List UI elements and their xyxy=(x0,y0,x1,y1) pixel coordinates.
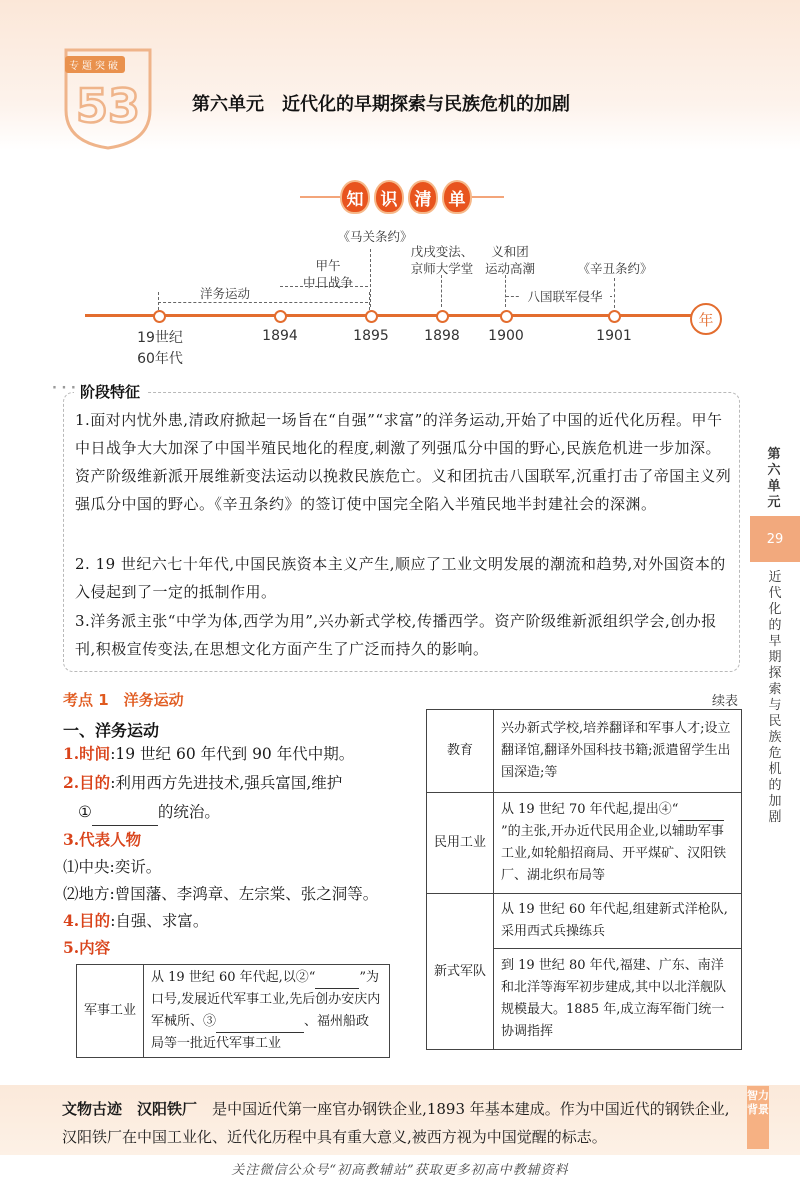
fill-blank[interactable] xyxy=(216,1032,304,1033)
table-head-cell: 军事工业 xyxy=(77,965,144,1058)
table-cell xyxy=(494,793,742,894)
people-central: ⑴中央:奕䜣。 xyxy=(63,858,162,876)
tick-label: 1900 xyxy=(488,328,524,344)
footer-note: 关注微信公众号“初高教辅站”获取更多初高中教辅资料 xyxy=(231,1163,569,1178)
logo-number: 53 xyxy=(75,79,141,133)
tick-label: 1895 xyxy=(353,328,389,344)
table-row xyxy=(427,710,742,793)
content-label: 5.内容 xyxy=(63,938,111,957)
timeline-year-end: 年 xyxy=(690,303,722,335)
table-cell: 从 19 世纪 60 年代起,组建新式洋枪队,采用西式兵操练兵 xyxy=(494,894,742,949)
event-xinchou: 《辛丑条约》 xyxy=(577,261,653,276)
event-maguan: 《马关条约》 xyxy=(337,229,413,244)
timeline-node xyxy=(500,310,513,323)
side-chapter-label: 近代化的早期探索与民族危机的加剧 xyxy=(768,570,782,825)
time-line xyxy=(63,740,354,768)
goal-line-2 xyxy=(78,798,220,826)
section-title: 一、洋务运动 xyxy=(63,721,160,740)
banner-char: 单 xyxy=(442,180,472,214)
military-industry-table xyxy=(76,964,390,1058)
cell-text: ”为口号,发展近代军事工业,先后创办安庆内军械所、③ xyxy=(151,970,381,1029)
banner-char: 知 xyxy=(340,180,370,214)
exam-point-title: 考点 1 洋务运动 xyxy=(63,691,184,709)
table-cell xyxy=(144,965,390,1058)
timeline-node xyxy=(608,310,621,323)
event-pointer xyxy=(614,278,615,308)
aim-line xyxy=(63,907,208,935)
cell-text: 、福州船政局等一批近代军事工业 xyxy=(151,1014,370,1051)
goal-text: :利用西方先进技术,强兵富国,维护 xyxy=(110,774,343,792)
timeline-axis xyxy=(85,314,693,317)
tick-label: 1898 xyxy=(424,328,460,344)
time-text: :19 世纪 60 年代到 90 年代中期。 xyxy=(110,745,355,763)
tick-label: 1894 xyxy=(262,328,298,344)
table-row xyxy=(77,965,390,1058)
stage-item: 1.面对内忧外患,清政府掀起一场旨在“自强”“求富”的洋务运动,开始了中国的近代化历程。甲午中日战争大大加深了中国半殖民地化的程度,刺激了列强瓜分中国的野心,民族危机进一步加深。资产阶级维新派开展维新变法运动以挽救民族危亡。义和团抗击八国联军,沉重打击了帝国主义列强瓜分中国的野心。《辛丑条约》的签订使中国完全陷入半殖民地半封建社会的深渊。 xyxy=(75,411,732,513)
relic-side-tag: 智力背景 xyxy=(747,1086,769,1149)
relic-label: 文物古迹 xyxy=(62,1100,123,1118)
table-cell: 到 19 世纪 80 年代,福建、广东、南洋和北洋等海军初步建成,其中以北洋舰队规模最大。1885 年,成立海军衙门统一协调指挥 xyxy=(494,949,742,1050)
event-wuxu: 戊戌变法、 京师大学堂 xyxy=(410,244,474,276)
table-row xyxy=(427,793,742,894)
fill-blank[interactable] xyxy=(315,988,359,989)
fill-blank[interactable] xyxy=(678,820,724,821)
timeline-node xyxy=(153,310,166,323)
knowledge-list-banner xyxy=(340,180,472,214)
table-head-cell: 新式军队 xyxy=(427,894,494,1050)
table-head-cell: 教育 xyxy=(427,710,494,793)
cultural-relic-text xyxy=(62,1095,742,1151)
tick-label: 19世纪 60年代 xyxy=(137,330,183,367)
cell-text: 从 19 世纪 60 年代起,以②“ xyxy=(151,970,316,985)
continued-table xyxy=(426,709,742,1050)
stage-features-title: · · · 阶段特征 xyxy=(74,381,146,402)
timeline-node xyxy=(436,310,449,323)
stage-item: 2. 19 世纪六七十年代,中国民族资本主义产生,顺应了工业文明发展的潮流和趋势,对外国资本的入侵起到了一定的抵制作用。 xyxy=(75,555,726,601)
time-label: 1.时间 xyxy=(63,744,111,763)
event-pointer xyxy=(370,249,371,307)
event-yangwu: 洋务运动 xyxy=(185,285,265,302)
aim-label: 4.目的 xyxy=(63,911,111,930)
timeline-node xyxy=(274,310,287,323)
table-row xyxy=(427,894,742,949)
cell-text: 从 19 世纪 70 年代起,提出④“ xyxy=(501,802,679,817)
cell-text: ”的主张,开办近代民用企业,以辅助军事工业,如轮船招商局、开平煤矿、汉阳铁厂、湖北织布局等 xyxy=(501,824,727,883)
banner-char: 清 xyxy=(408,180,438,214)
event-baguo: 八国联军侵华 xyxy=(520,288,610,305)
table-head-cell: 民用工业 xyxy=(427,793,494,894)
relic-name: 汉阳铁厂 xyxy=(137,1100,198,1118)
tick-label: 1901 xyxy=(596,328,632,344)
people-local: ⑵地方:曾国藩、李鸿章、左宗棠、张之洞等。 xyxy=(63,885,379,903)
stage-item: 3.洋务派主张“中学为体,西学为用”,兴办新式学校,传播西学。资产阶级维新派组织学会,创办报刊,积极宣传变法,在思想文化方面产生了广泛而持久的影响。 xyxy=(75,612,717,658)
event-pointer xyxy=(505,275,506,307)
people-label: 3.代表人物 xyxy=(63,830,142,849)
aim-text: :自强、求富。 xyxy=(110,912,209,930)
event-pointer xyxy=(441,275,442,307)
goal-line xyxy=(63,769,342,797)
range-tick xyxy=(158,292,159,310)
table-cell: 兴办新式学校,培养翻译和军事人才;设立翻译馆,翻译外国科技书籍;派遣留学生出国深造;等 xyxy=(494,710,742,793)
range-line-yangwu xyxy=(158,302,368,303)
series-tag: 专题突破 xyxy=(65,56,125,73)
continued-table-label: 续表 xyxy=(712,694,739,709)
banner-char: 识 xyxy=(374,180,404,214)
page-number: 29 xyxy=(750,516,800,562)
relic-body: 是中国近代第一座官办钢铁企业,1893 年基本建成。作为中国近代的钢铁企业,汉阳铁厂在中国工业化、近代化历程中具有重大意义,被西方视为中国觉醒的标志。 xyxy=(62,1100,730,1146)
blank-number: ① xyxy=(78,803,92,821)
page-title: 第六单元 近代化的早期探索与民族危机的加剧 xyxy=(192,94,570,115)
side-unit-label: 第六单元 xyxy=(767,447,781,510)
goal-tail: 的统治。 xyxy=(157,803,220,821)
timeline-node xyxy=(365,310,378,323)
event-jiawu: 甲午 中日战争 xyxy=(302,258,353,290)
goal-label: 2.目的 xyxy=(63,773,111,792)
banner-line-left xyxy=(300,196,340,198)
event-yihetuan: 义和团 运动高潮 xyxy=(484,244,535,276)
